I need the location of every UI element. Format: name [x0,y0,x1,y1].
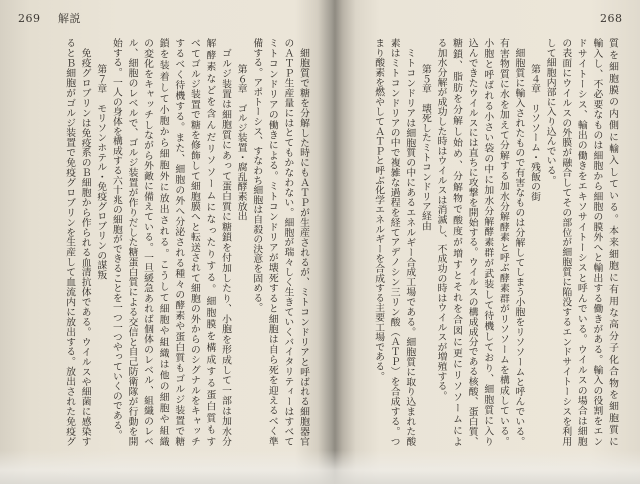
text-line: 輸入し、不必要なものは細胞から細胞の膜外へと輸出する働きがある。輸入の役割をエン [591,38,603,446]
text-line: 糖鎖、脂肪を分解し始め、分解物で酸度が増すとそれを合図に更にリソソームによ [451,38,463,446]
text-line: するべく待機する。また、細胞の外へ分泌される種々の酵素や蛋白質もゴルジ装置で糖 [173,38,185,446]
text-line: 備する。アポトーシス、すなわち細胞は自殺の決意を固める。 [251,38,263,313]
text-line: 質を細胞膜の内側に輸入している。本来細胞に有用な高分子化合物を細胞質に [607,38,618,446]
text-line: る加水分解が成功した時はウイルスは消滅し、不成功の時はウイルスが増殖する。 [435,38,447,401]
text-line: るとＢ細胞がゴルジ装置で免疫グロブリンを生産して血流内に放出する。放出された免疫グ [64,38,76,446]
text-line: ミトコンドリアは細胞質の中にあるエネルギー合成工場である。細胞質に取り込まれた酸 [404,47,416,446]
page-number: 269 [18,12,41,25]
chapter-heading: 第４章 リソソーム・残飯の街 [529,64,541,202]
page-number: 268 [600,12,623,25]
chapter-heading: 第６章 ゴルジ装置・腐乱酵素放出 [235,64,247,221]
text-line: 素はミトコンドリアの中で複雑な過程を経てアデノシン三リン酸（ＡＴＰ）を合成する。つ [388,38,400,446]
left-page-body-text [62,38,312,446]
text-line: 解酵素などを含んだリソソームになったりする。細胞膜を構成する蛋白質もす [204,38,216,446]
text-line: 小胞と呼ばれる小さい袋の中に加水分解酵素群が武装して待機しており、細胞質に入り [482,38,494,446]
text-line: 細胞質に輸入されたもので有害なものは分解してしまう小胞をリソソームと呼んでいる。 [513,47,525,446]
chapter-heading: 第７章 モリソンホテル・免疫グロブリンの謀叛 [95,64,107,280]
text-line: べてゴルジ装置で糖を修飾して細胞膜へと転送されて細胞の外からのシグナルをキャッチ [188,38,200,446]
text-line: 込んできたウイルスには直ちに攻撃を開始する。ウイルスの構成成分である核酸、蛋白質、 [466,38,478,446]
text-line: ドサイトーシス、輸出の働きをエキソサイトーシスと呼んでいる。ウイルスの場合は細胞 [575,38,587,446]
text-line: の表面にウイルスの外膜が融合してその部位が細胞質に陥没するエンドサイトーシスを利用 [560,38,572,446]
text-line: ル、細胞のレベルで、ゴルジ装置が作りだした糖蛋白質による交信と自己防衛隊が行動を開 [126,38,138,446]
text-line: 鎖を装着して小胞から細胞外に放出される。こうして細胞や組織は他の細胞や組織 [157,38,169,446]
text-line: の変化をキャッチしながら外敵に備えている。一旦緩急あれば個体のレベル、組織のレベ [142,38,154,446]
text-line: 始する。一人の身体を構成する六十兆の細胞ができることを一つ一つやっていくのである。 [110,38,122,440]
text-line: して細胞内部に入り込んでいる。 [544,38,556,185]
page-bottom-edge [0,450,640,484]
text-line: 免疫グロブリンは免疫系のＢ細胞から作られる血清抗体である。ウイルスや細菌に感染す [79,47,91,446]
chapter-heading: 第５章 壊死したミトコンドリア経由 [419,64,431,231]
right-page-body-text [371,38,621,446]
text-line: ミトコンドリアの働きによる。ミトコンドリアが壊死すると細胞は自ら死を迎えるべく準 [266,38,278,446]
text-line: 有害物質に水を加えて分解する加水分解酵素と呼ぶ酵素群がリソソームを構成している。 [497,38,509,446]
text-line: 細胞質で糖を分解した時にもＡＴＰが生産されるが、ミトコンドリアと呼ばれる細胞器官 [298,47,309,446]
text-line: のＡＴＰ生産量にはとてもかなわない。細胞が瑞々しく生きていくバイタリティーはすべて [282,38,294,446]
running-header: 解説 [58,12,81,25]
text-line: まり酸素を燃やしてＡＴＰと呼ぶ化学エネルギーを合成する主要工場である。 [373,38,385,381]
text-line: ゴルジ装置は細胞質にあって蛋白質に糖鎖を付加したり、小胞を形成して一部は加水分 [220,47,232,446]
